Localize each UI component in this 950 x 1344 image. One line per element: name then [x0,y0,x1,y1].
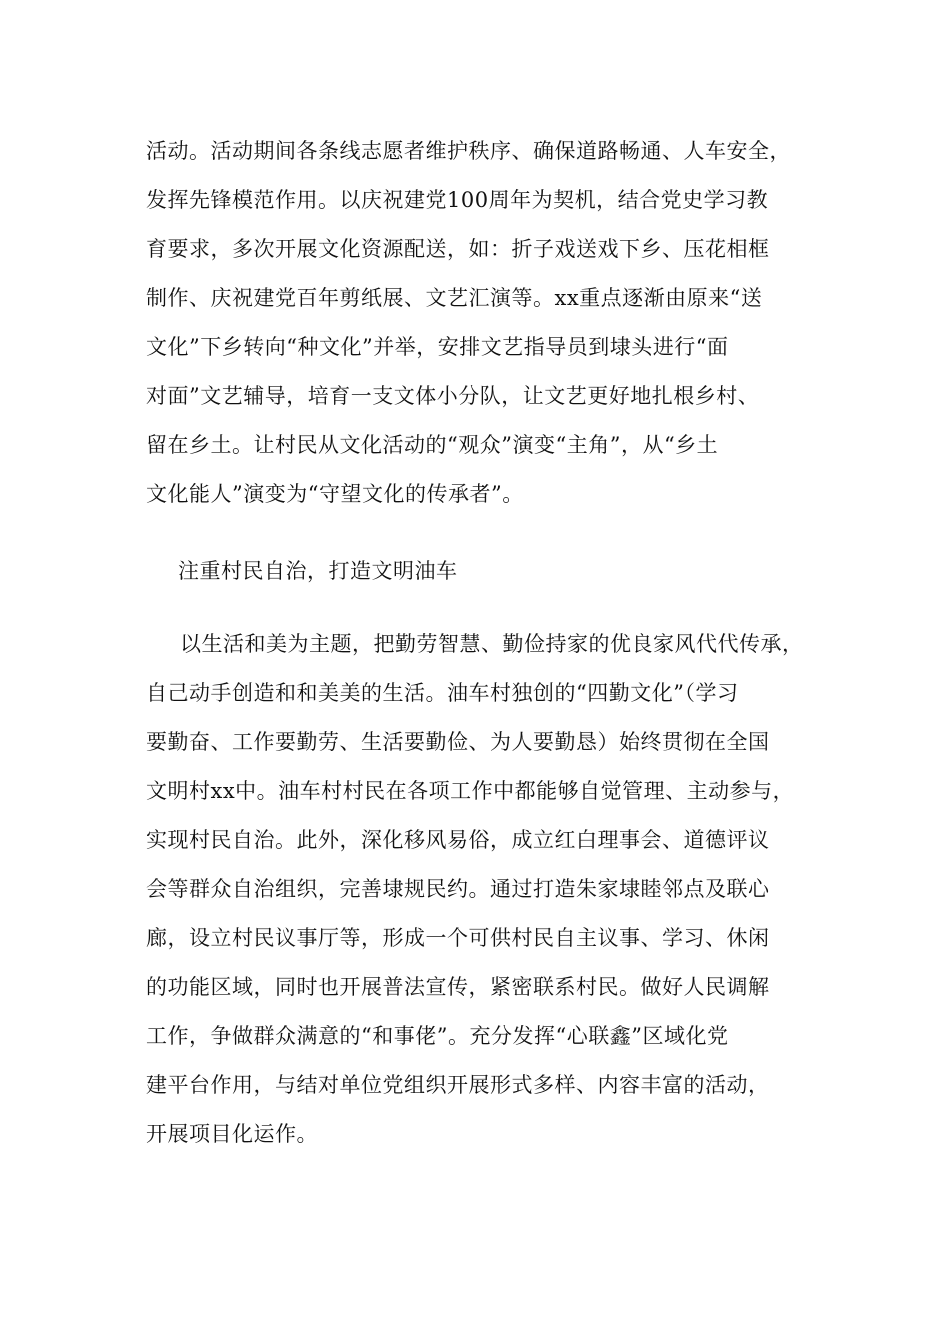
text-line: 育要求，多次开展文化资源配送，如：折子戏送戏下乡、压花相框 [146,237,770,261]
text-line: 自己动手创造和和美美的生活。油车村独创的“四勤文化”（学习 [146,681,739,705]
section-heading [146,547,826,596]
section-heading-text: 注重村民自治，打造文明油车 [178,559,458,583]
text-line: 要勤奋、工作要勤劳、生活要勤俭、为人要勤恳）始终贯彻在全国 [146,730,770,754]
paragraph-village-autonomy [146,620,826,1159]
text-line: 的功能区域，同时也开展普法宣传，紧密联系村民。做好人民调解 [146,975,770,999]
text-line: 制作、庆祝建党百年剪纸展、文艺汇演等。xx重点逐渐由原来“送 [146,286,763,310]
text-line: 发挥先锋模范作用。以庆祝建党100周年为契机，结合党史学习教 [146,188,769,212]
text-line: 留在乡土。让村民从文化活动的“观众”演变“主角”，从“乡土 [146,433,719,457]
text-line: 文明村xx中。油车村村民在各项工作中都能够自觉管理、主动参与， [146,779,795,803]
text-line: 会等群众自治组织，完善埭规民约。通过打造朱家埭睦邻点及联心 [146,877,770,901]
paragraph-cultural-activities [146,127,826,519]
text-line: 以生活和美为主题，把勤劳智慧、勤俭持家的优良家风代代传承， [180,632,804,656]
text-line: 对面”文艺辅导，培育一支文体小分队，让文艺更好地扎根乡村、 [146,384,760,408]
text-line: 文化能人”演变为“守望文化的传承者”。 [146,482,524,506]
text-line: 开展项目化运作。 [146,1122,318,1146]
text-line: 工作，争做群众满意的“和事佬”。充分发挥“心联鑫”区域化党 [146,1024,729,1048]
text-line: 廊，设立村民议事厅等，形成一个可供村民自主议事、学习、休闲 [146,926,770,950]
text-line: 文化”下乡转向“种文化”并举，安排文艺指导员到埭头进行“面 [146,335,729,359]
text-line: 实现村民自治。此外，深化移风易俗，成立红白理事会、道德评议 [146,828,770,852]
text-line: 活动。活动期间各条线志愿者维护秩序、确保道路畅通、人车安全， [146,139,791,163]
text-line: 建平台作用，与结对单位党组织开展形式多样、内容丰富的活动， [146,1073,770,1097]
